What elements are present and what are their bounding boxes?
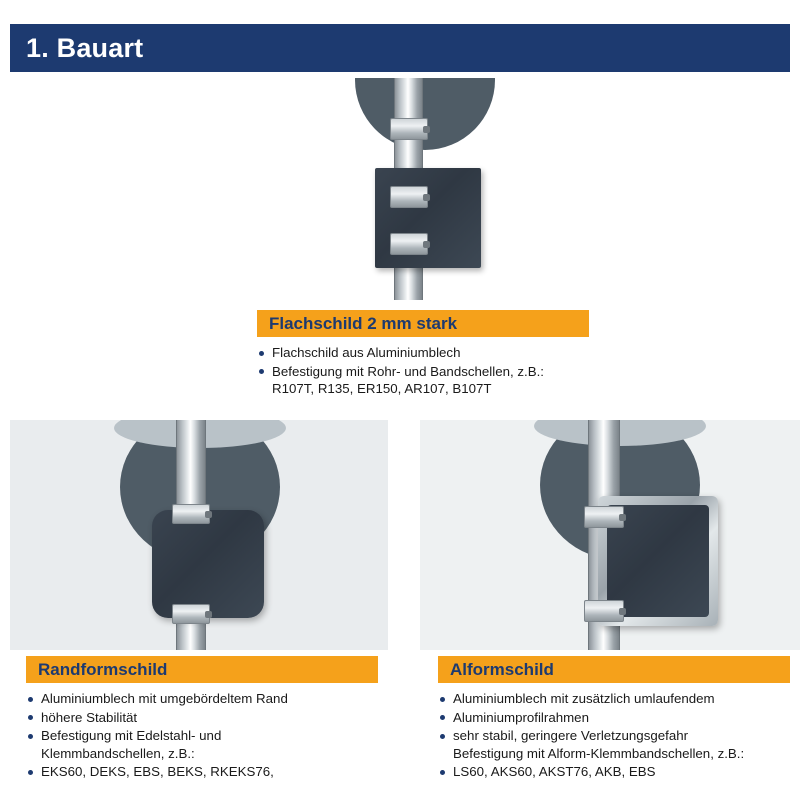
pipe-clamp [390,233,428,255]
bullet-text-cont: Befestigung mit Alform-Klemmbandschellen, z.B.: [453,745,745,761]
clamp-band [172,604,210,624]
bullet-text: Flachschild aus Aluminiumblech [272,345,461,360]
bullet-text: Aluminiumblech mit umgebördeltem Rand [41,691,288,706]
clamp-bolt [423,241,430,248]
alformschild-label-text: Alformschild [450,659,554,679]
bullet-text-cont: R107T, R135, ER150, AR107, B107T [272,381,492,396]
clamp-bolt [619,608,626,615]
list-item [257,363,593,398]
pipe-clamp [390,118,428,140]
flachschild-label [257,310,589,337]
list-item [438,727,798,762]
randformschild-label-text: Randformschild [38,659,168,679]
page-header [10,24,790,72]
flachschild-photo [205,78,595,300]
rolled-edge-sign-plate [152,510,264,618]
bullet-text: Aluminiumblech mit zusätzlich umlaufendem [453,691,715,706]
section-flachschild [205,78,595,399]
bullet-text-cont: Klemmbandschellen, z.B.: [41,745,195,761]
alform-clamp-band [584,600,624,622]
flachschild-bullets [257,344,593,398]
bullet-text: EKS60, DEKS, EBS, BEKS, RKEKS76, [41,764,274,779]
alformschild-label [438,656,790,683]
clamp-bolt [205,511,212,518]
bullet-text: höhere Stabilität [41,709,138,725]
clamp-bolt [205,611,212,618]
bullet-text: Aluminiumprofilrahmen [453,709,589,725]
bullet-text: Befestigung mit Rohr- und Bandschellen, z.B.: [272,363,544,379]
list-item [438,690,798,708]
list-item [26,763,382,781]
section-randformschild [10,420,388,782]
page-title: 1. Bauart [26,32,144,63]
clamp-bolt [423,194,430,201]
bullet-text: sehr stabil, geringere Verletzungsgefahr [453,728,689,743]
list-item [257,344,593,362]
list-item [438,763,798,781]
pipe-clamp [390,186,428,208]
flachschild-label-text: Flachschild 2 mm stark [269,313,458,333]
list-item [26,727,382,762]
alform-clamp-band [584,506,624,528]
randformschild-photo [10,420,388,650]
alformschild-bullets [438,690,798,781]
list-item [26,690,382,708]
clamp-bolt [423,126,430,133]
list-item [438,709,798,727]
bullet-text: Befestigung mit Edelstahl- und [41,728,222,743]
list-item [26,709,382,727]
randformschild-bullets [26,690,382,781]
clamp-band [172,504,210,524]
alformschild-photo [420,420,800,650]
clamp-bolt [619,514,626,521]
bullet-text: LS60, AKS60, AKST76, AKB, EBS [453,764,656,779]
randformschild-label [26,656,378,683]
section-alformschild [420,420,800,782]
